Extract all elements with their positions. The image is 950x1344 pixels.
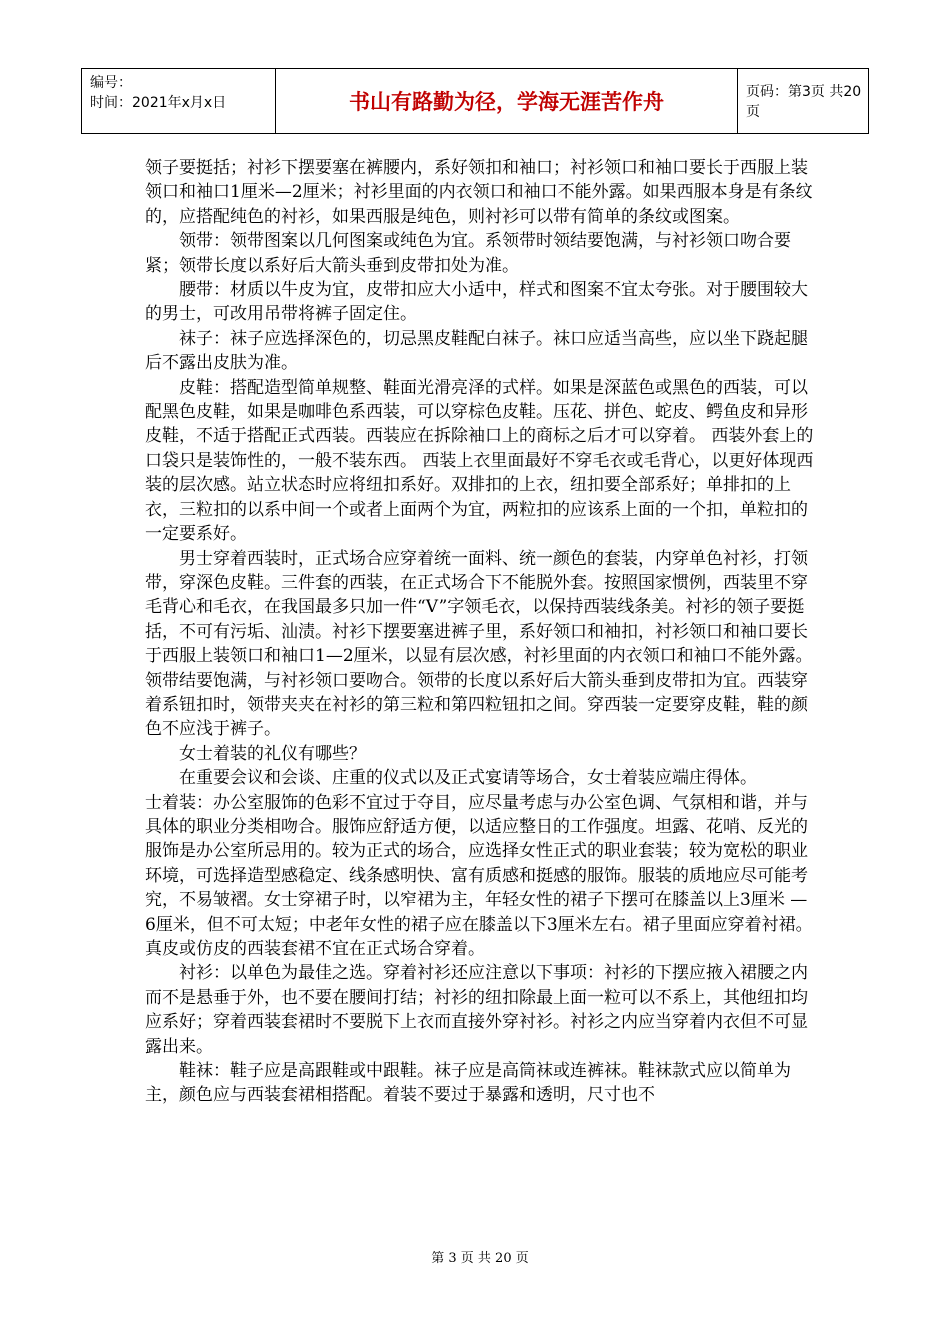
- footer-page-number: 第 3 页 共 20 页: [431, 1251, 529, 1266]
- paragraph: 领子要挺括；衬衫下摆要塞在裤腰内，系好领扣和袖口；衬衫领口和袖口要长于西服上装领口和袖口1厘米—2厘米；衬衫里面的内衣领口和袖口不能外露。如果西服本身是有条纹的，应搭配纯色的衬衫，如果西服是纯色，则衬衫可以带有简单的条纹或图案。: [145, 158, 813, 227]
- header-page-cell: [738, 69, 868, 133]
- section-question: 女士着装的礼仪有哪些？: [179, 743, 366, 764]
- paragraph: 在重要会议和会谈、庄重的仪式以及正式宴请等场合，女士着装应端庄得体。: [179, 768, 757, 789]
- page-footer: [0, 1247, 950, 1266]
- header-motto-cell: [276, 69, 738, 133]
- paragraph: 衬衫：以单色为最佳之选。穿着衬衫还应注意以下事项：衬衫的下摆应掖入裙腰之内而不是悬垂于外，也不要在腰间打结；衬衫的纽扣除最上面一粒可以不系上，其他纽扣均应系好；穿着西装套裙时不要脱下上衣而直接外穿衬衫。衬衫之内应当穿着内衣但不可显露出来。: [145, 963, 808, 1057]
- header-meta-cell: [82, 69, 276, 133]
- paragraph: 鞋袜：鞋子应是高跟鞋或中跟鞋。袜子应是高筒袜或连裤袜。鞋袜款式应以简单为主，颜色应与西装套裙相搭配。着装不要过于暴露和透明，尺寸也不: [145, 1061, 791, 1106]
- document-number-label: 编号：: [90, 75, 132, 91]
- paragraph: 腰带：材质以牛皮为宜，皮带扣应大小适中，样式和图案不宜太夸张。对于腰围较大的男士，可改用吊带将裤子固定住。: [145, 280, 808, 325]
- paragraph: 皮鞋：搭配造型简单规整、鞋面光滑亮泽的式样。如果是深蓝色或黑色的西装，可以配黑色皮鞋，如果是咖啡色系西装，可以穿棕色皮鞋。压花、拼色、蛇皮、鳄鱼皮和异形皮鞋，不适于搭配正式西装。西装应在拆除袖口上的商标之后才可以穿着。 西装外套上的口袋只是装饰性的，一般不装东西。 西装上衣里面最好不穿毛衣或毛背心，以更好体现西装的层次感。站立状态时应将纽扣系好。双排扣的上衣，纽扣要全部系好；单排扣的上衣，三粒扣的以系中间一个或者上面两个为宜，两粒扣的应该系上面的一个扣，单粒扣的一定要系好。: [145, 377, 814, 545]
- header-table: [81, 68, 869, 134]
- document-body: [145, 156, 823, 1108]
- paragraph: 男士穿着西装时，正式场合应穿着统一面料、统一颜色的套装，内穿单色衬衫，打领带，穿深色皮鞋。三件套的西装，在正式场合下不能脱外套。按照国家惯例，西装里不穿毛背心和毛衣，在我国最多只加一件“V”字领毛衣，以保持西装线条美。衬衫的领子要挺括，不可有污垢、汕渍。衬衫下摆要塞进裤子里，系好领口和袖扣，衬衫领口和袖口要长于西服上装领口和袖口1—2厘米，以显有层次感，衬衫里面的内衣领口和袖口不能外露。领带结要饱满，与衬衫领口要吻合。领带的长度以系好后大箭头垂到皮带扣为宜。西装穿着系钮扣时，领带夹夹在衬衫的第三粒和第四粒钮扣之间。穿西装一定要穿皮鞋，鞋的颜色不应浅于裤子。: [145, 548, 813, 740]
- header-page-label: 页码：第3页 共20页: [746, 84, 862, 120]
- paragraph: 领带：领带图案以几何图案或纯色为宜。系领带时领结要饱满，与衬衫领口吻合要紧；领带长度以系好后大箭头垂到皮带扣处为准。: [145, 231, 791, 276]
- document-date-label: 时间：2021年x月x日: [90, 95, 227, 111]
- paragraph: 士着装：办公室服饰的色彩不宜过于夺目，应尽量考虑与办公室色调、气氛相和谐，并与具体的职业分类相吻合。服饰应舒适方便，以适应整日的工作强度。坦露、花哨、反光的服饰是办公室所忌用的。较为正式的场合，应选择女性正式的职业套装；较为宽松的职业环境，可选择造型感稳定、线条感明快、富有质感和挺感的服饰。服装的质地应尽可能考究，不易皱褶。女士穿裙子时，以窄裙为主，年轻女性的裙子下摆可在膝盖以上3厘米 — 6厘米，但不可太短；中老年女性的裙子应在膝盖以下3厘米左右。裙子里面应穿着衬裙。真皮或仿皮的西装套裙不宜在正式场合穿着。: [145, 792, 813, 959]
- paragraph: 袜子：袜子应选择深色的，切忌黑皮鞋配白袜子。袜口应适当高些，应以坐下跷起腿后不露出皮肤为准。: [145, 328, 808, 374]
- header-motto: 书山有路勤为径，学海无涯苦作舟: [349, 90, 664, 114]
